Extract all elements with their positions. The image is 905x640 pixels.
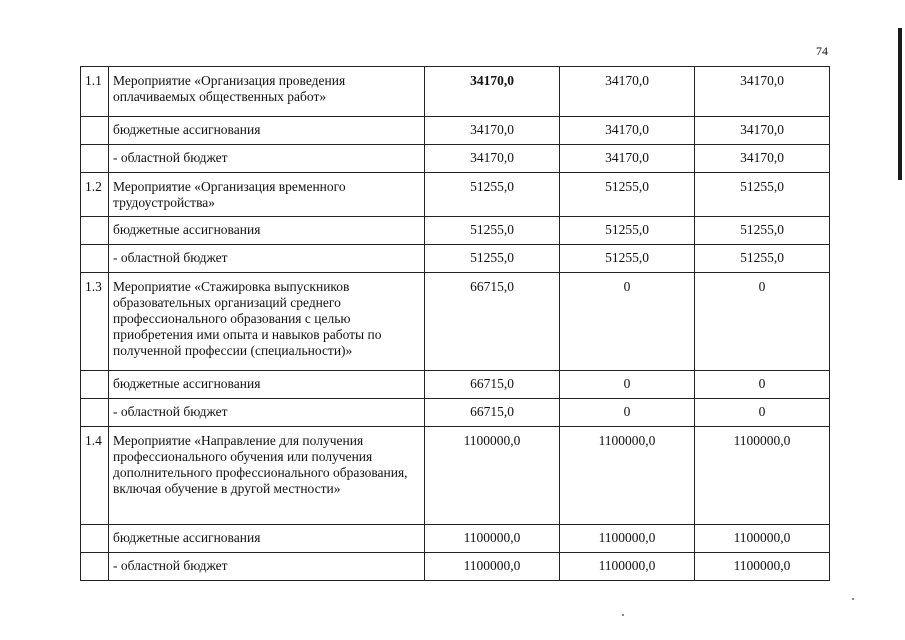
value-col-2: 0 (560, 399, 695, 427)
page-number: 74 (816, 44, 828, 58)
table-row (81, 217, 830, 245)
item-number: 1.4 (81, 427, 109, 525)
value-col-2: 1100000,0 (560, 525, 695, 553)
value-col-3: 1100000,0 (695, 427, 830, 525)
item-number (81, 145, 109, 173)
item-number (81, 553, 109, 581)
value-col-2: 0 (560, 273, 695, 371)
value-col-3: 0 (695, 371, 830, 399)
value-col-3: 0 (695, 273, 830, 371)
table-row (81, 553, 830, 581)
value-col-1: 66715,0 (425, 273, 560, 371)
item-number (81, 217, 109, 245)
scan-speck (852, 598, 854, 600)
value-col-3: 1100000,0 (695, 553, 830, 581)
table-row (81, 117, 830, 145)
value-col-2: 1100000,0 (560, 553, 695, 581)
item-name: бюджетные ассигнования (109, 217, 425, 245)
value-col-2: 0 (560, 371, 695, 399)
value-col-1: 1100000,0 (425, 553, 560, 581)
value-col-3: 34170,0 (695, 67, 830, 117)
value-col-2: 51255,0 (560, 245, 695, 273)
value-col-2: 34170,0 (560, 117, 695, 145)
table-row (81, 145, 830, 173)
value-col-1: 34170,0 (425, 145, 560, 173)
value-col-1: 66715,0 (425, 371, 560, 399)
item-number (81, 117, 109, 145)
table-row (81, 245, 830, 273)
item-name: Мероприятие «Организация временного трудоустройства» (109, 173, 425, 217)
value-col-3: 1100000,0 (695, 525, 830, 553)
item-number: 1.1 (81, 67, 109, 117)
value-col-2: 51255,0 (560, 173, 695, 217)
value-col-1: 1100000,0 (425, 525, 560, 553)
value-col-1: 66715,0 (425, 399, 560, 427)
value-col-2: 34170,0 (560, 67, 695, 117)
value-col-3: 51255,0 (695, 217, 830, 245)
value-col-2: 34170,0 (560, 145, 695, 173)
item-name: - областной бюджет (109, 399, 425, 427)
scan-speck (622, 614, 624, 616)
value-col-1: 51255,0 (425, 173, 560, 217)
value-col-1: 34170,0 (425, 67, 560, 117)
item-name: бюджетные ассигнования (109, 117, 425, 145)
value-col-1: 51255,0 (425, 217, 560, 245)
value-col-3: 51255,0 (695, 245, 830, 273)
item-name: - областной бюджет (109, 553, 425, 581)
item-name: Мероприятие «Стажировка выпускников образовательных организаций среднего профессионального образования с целью приобретения ими опыта и навыков работы по полученной профессии (специальности)» (109, 273, 425, 371)
scan-edge-mark (898, 28, 902, 180)
table-row (81, 427, 830, 525)
item-number: 1.3 (81, 273, 109, 371)
item-name: Мероприятие «Организация проведения оплачиваемых общественных работ» (109, 67, 425, 117)
value-col-1: 51255,0 (425, 245, 560, 273)
table-row (81, 67, 830, 117)
item-name: - областной бюджет (109, 145, 425, 173)
value-col-2: 51255,0 (560, 217, 695, 245)
value-col-1: 34170,0 (425, 117, 560, 145)
item-number (81, 245, 109, 273)
item-number: 1.2 (81, 173, 109, 217)
budget-table (80, 66, 830, 581)
table-row (81, 371, 830, 399)
table-row (81, 173, 830, 217)
item-number (81, 371, 109, 399)
item-name: Мероприятие «Направление для получения профессионального обучения или получения дополнительного профессионального образования, включая обучение в другой местности» (109, 427, 425, 525)
value-col-3: 34170,0 (695, 117, 830, 145)
item-name: бюджетные ассигнования (109, 525, 425, 553)
item-number (81, 525, 109, 553)
table-row (81, 399, 830, 427)
value-col-2: 1100000,0 (560, 427, 695, 525)
item-number (81, 399, 109, 427)
value-col-3: 51255,0 (695, 173, 830, 217)
item-name: - областной бюджет (109, 245, 425, 273)
value-col-1: 1100000,0 (425, 427, 560, 525)
value-col-3: 34170,0 (695, 145, 830, 173)
item-name: бюджетные ассигнования (109, 371, 425, 399)
value-col-3: 0 (695, 399, 830, 427)
table-row (81, 525, 830, 553)
table-row (81, 273, 830, 371)
